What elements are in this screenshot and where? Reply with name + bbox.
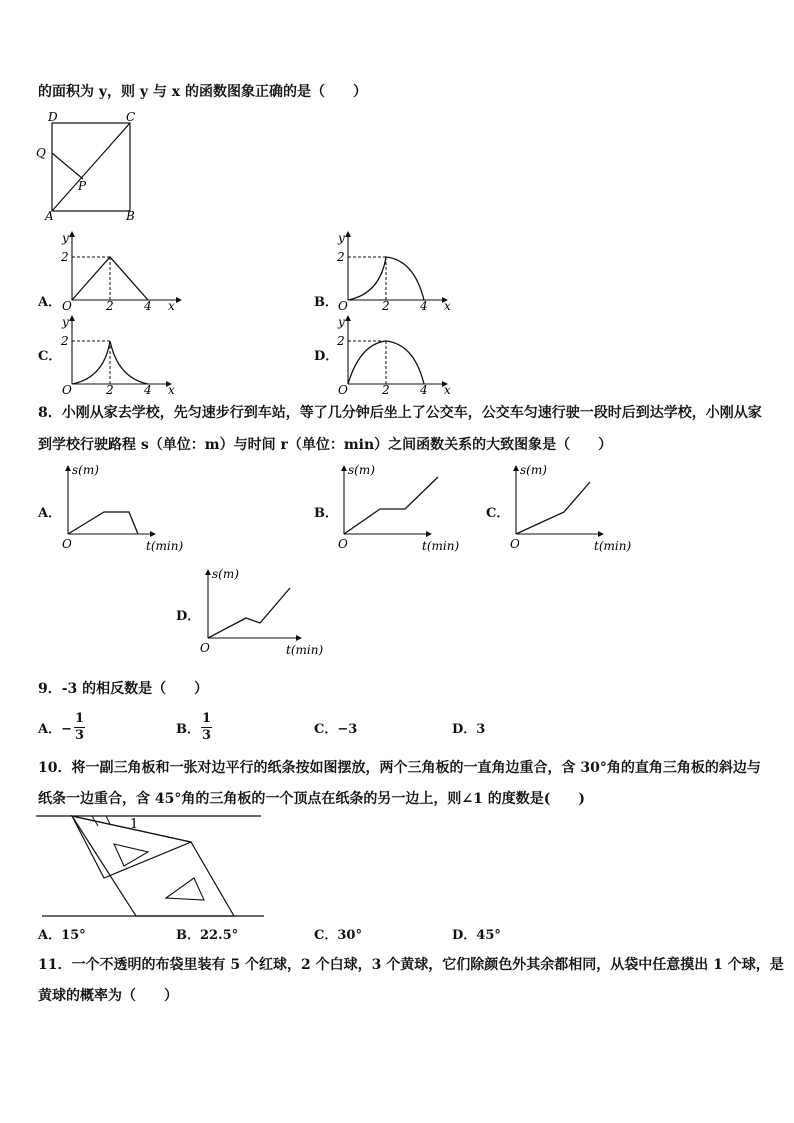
svg-text:O: O <box>62 537 72 551</box>
svg-text:y: y <box>338 315 345 329</box>
q8-option-a-label[interactable]: A． <box>38 506 62 521</box>
q7-stem: 的面积为 y，则 y 与 x 的函数图象正确的是（ ） <box>38 84 367 100</box>
svg-text:x: x <box>168 299 175 313</box>
svg-text:t(min): t(min) <box>594 539 632 553</box>
svg-text:O: O <box>62 299 72 313</box>
svg-text:O: O <box>62 383 72 397</box>
svg-text:x: x <box>168 383 175 397</box>
svg-text:2: 2 <box>337 334 345 348</box>
svg-text:s(m): s(m) <box>72 463 99 477</box>
q7-option-c-graph[interactable] <box>58 314 188 397</box>
q8-stem-line2: 到学校行驶路程 s（单位：m）与时间 r（单位：min）之间函数关系的大致图象是（ ） <box>38 437 613 453</box>
svg-text:2: 2 <box>61 250 69 264</box>
svg-text:s(m): s(m) <box>520 463 547 477</box>
svg-text:O: O <box>338 383 348 397</box>
q10-stem-line2: 纸条一边重合，含 45°角的三角板的一个顶点在纸条的另一边上，则∠1 的度数是( ) <box>38 791 585 807</box>
q7-option-c-label[interactable]: C． <box>38 349 62 364</box>
q8-option-b-graph[interactable] <box>334 462 464 554</box>
q7-option-a-graph[interactable] <box>58 230 188 313</box>
svg-text:2: 2 <box>382 299 390 313</box>
svg-text:O: O <box>510 537 520 551</box>
angle-1-label: 1 <box>130 817 139 832</box>
q7-option-b-graph[interactable] <box>334 230 464 313</box>
q8-option-a-graph[interactable] <box>58 462 188 554</box>
svg-text:2: 2 <box>61 334 69 348</box>
svg-text:O: O <box>200 641 210 655</box>
label-B: B <box>126 209 135 223</box>
q8-option-c-graph[interactable] <box>506 462 636 554</box>
svg-text:y: y <box>62 231 69 245</box>
label-P: P <box>78 179 87 193</box>
svg-text:x: x <box>444 299 451 313</box>
svg-text:2: 2 <box>106 383 114 397</box>
svg-text:2: 2 <box>106 299 114 313</box>
svg-text:x: x <box>444 383 451 397</box>
svg-text:O: O <box>338 299 348 313</box>
q7-option-d-label[interactable]: D． <box>314 349 339 364</box>
label-A: A <box>45 209 54 223</box>
svg-text:t(min): t(min) <box>422 539 460 553</box>
svg-text:s(m): s(m) <box>212 567 239 581</box>
q8-option-b-label[interactable]: B． <box>314 506 338 521</box>
svg-text:4: 4 <box>420 383 428 397</box>
q8-option-d-label[interactable]: D． <box>176 609 201 624</box>
svg-text:4: 4 <box>144 299 152 313</box>
q10-option-d[interactable]: D．45° <box>452 928 501 943</box>
q9-option-c[interactable]: C．−3 <box>314 722 358 737</box>
label-Q: Q <box>36 146 46 160</box>
label-C: C <box>126 110 136 124</box>
svg-text:y: y <box>62 315 69 329</box>
q10-option-b[interactable]: B．22.5° <box>176 928 239 943</box>
svg-text:t(min): t(min) <box>286 643 324 657</box>
q10-option-c[interactable]: C．30° <box>314 928 362 943</box>
label-D: D <box>48 110 58 124</box>
q7-option-d-graph[interactable] <box>334 314 464 397</box>
q11-stem-line2: 黄球的概率为（ ） <box>38 988 178 1004</box>
q7-option-a-label[interactable]: A． <box>38 295 62 310</box>
q11-stem-line1: 11．一个不透明的布袋里装有 5 个红球，2 个白球，3 个黄球，它们除颜色外其余都相同，从袋中任意摸出 1 个球，是 <box>38 957 784 973</box>
q8-option-c-label[interactable]: C． <box>486 506 510 521</box>
q8-stem-line1: 8．小刚从家去学校，先匀速步行到车站，等了几分钟后坐上了公交车，公交车匀速行驶一段时后到达学校，小刚从家 <box>38 405 762 421</box>
q9-option-b-fraction: 1 3 <box>201 711 212 743</box>
q10-triangle-figure <box>36 812 268 922</box>
svg-text:O: O <box>338 537 348 551</box>
q10-option-a[interactable]: A．15° <box>38 928 86 943</box>
svg-text:t(min): t(min) <box>146 539 184 553</box>
q9-option-b[interactable]: B． <box>176 722 200 737</box>
svg-text:s(m): s(m) <box>348 463 375 477</box>
svg-text:y: y <box>338 231 345 245</box>
q9-option-d[interactable]: D．3 <box>452 722 486 737</box>
q9-option-a[interactable]: A．− <box>38 722 72 737</box>
q9-option-a-fraction: 1 3 <box>74 711 85 743</box>
svg-text:2: 2 <box>382 383 390 397</box>
q7-option-b-label[interactable]: B． <box>314 295 338 310</box>
svg-text:4: 4 <box>420 299 428 313</box>
q10-stem-line1: 10．将一副三角板和一张对边平行的纸条按如图摆放，两个三角板的一直角边重合，含 30°角的直角三角板的斜边与 <box>38 760 761 776</box>
svg-text:2: 2 <box>337 250 345 264</box>
q9-stem: 9．-3 的相反数是（ ） <box>38 681 209 697</box>
q7-square-figure <box>30 112 150 224</box>
svg-text:4: 4 <box>144 383 152 397</box>
q8-option-d-graph[interactable] <box>198 566 328 658</box>
